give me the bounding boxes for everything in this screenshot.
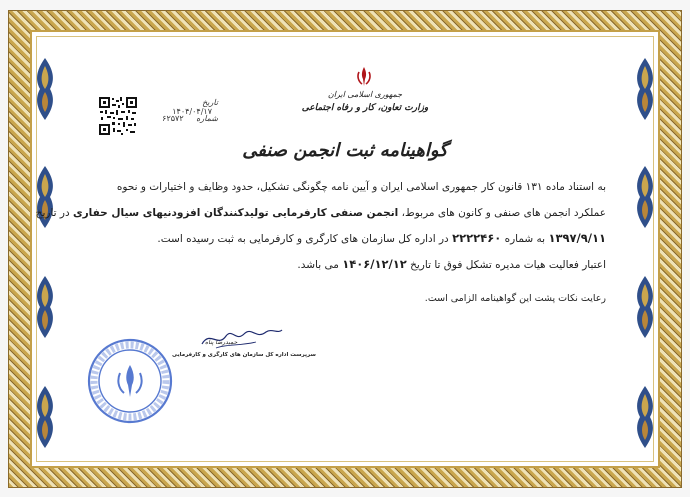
left-medallion-ornament <box>34 386 56 448</box>
body-line4-pre: اعتبار فعالیت هیات مدیره تشکل فوق تا تاریخ <box>410 259 606 271</box>
body-paragraph-line-2 <box>36 207 606 219</box>
body-paragraph-line-3 <box>157 231 606 245</box>
right-medallion-ornament <box>634 58 656 120</box>
official-stamp <box>86 337 174 425</box>
organization-name: انجمن صنفی کارفرمایی تولیدکنندگان افزودنیهای سیال حفاری <box>73 207 399 219</box>
date-value: ۱۴۰۴/۰۴/۱۷ <box>172 107 212 116</box>
header-ministry: وزارت تعاون، کار و رفاه اجتماعی <box>301 103 429 113</box>
iran-emblem-icon <box>356 66 372 88</box>
signatory-name: حمیدرضا پناه <box>205 339 238 346</box>
qr-code <box>98 96 138 136</box>
header-country: جمهوری اسلامی ایران <box>327 90 403 99</box>
right-medallion-ornament <box>634 276 656 338</box>
body-line2-post: در تاریخ <box>35 207 70 219</box>
right-medallion-ornament <box>634 386 656 448</box>
date-label: تاریخ <box>202 98 218 107</box>
signatory-title: سرپرست اداره کل سازمان های کارگری و کارفرمایی <box>172 352 316 358</box>
left-medallion-ornament <box>34 276 56 338</box>
body-line3-mid: به شماره <box>504 233 546 245</box>
certificate-title: گواهینامه ثبت انجمن صنفی <box>242 140 448 161</box>
right-medallion-ornament <box>634 166 656 228</box>
number-row <box>158 114 218 123</box>
number-value: ۶۲۵۷۲ <box>162 114 184 123</box>
registration-number: ۲۲۲۲۴۶۰ <box>452 231 502 245</box>
body-paragraph-line-1: به استناد ماده ۱۳۱ قانون کار جمهوری اسلامی ایران و آیین نامه چگونگی تشکیل، حدود وظایف و اختیارات و نحوه <box>116 181 606 193</box>
validity-date: ۱۴۰۶/۱۲/۱۲ <box>342 257 407 271</box>
body-line4-post: می باشد. <box>297 259 339 271</box>
registration-date: ۱۳۹۷/۹/۱۱ <box>548 231 606 245</box>
body-line2-pre: عملکرد انجمن های صنفی و کانون های مربوط، <box>401 207 606 219</box>
body-line3-post: در اداره کل سازمان های کارگری و کارفرمایی به ثبت رسیده است. <box>157 233 449 245</box>
body-paragraph-line-4 <box>297 257 606 271</box>
notice-line: رعایت نکات پشت این گواهینامه الزامی است. <box>424 293 606 304</box>
left-medallion-ornament <box>34 58 56 120</box>
number-label: شماره <box>196 114 218 123</box>
